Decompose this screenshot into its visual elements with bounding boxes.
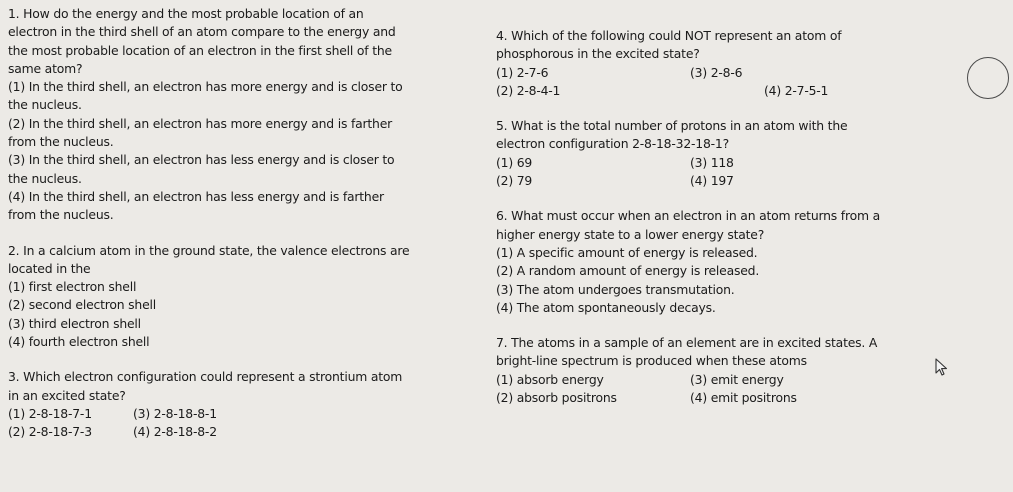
q6-choice-3[interactable]: (3) The atom undergoes transmutation. xyxy=(496,281,735,297)
spacer xyxy=(496,190,966,207)
q1-choice-1-cont: the nucleus. xyxy=(8,97,82,113)
q7-choice-2[interactable]: (2) absorb positrons xyxy=(496,390,617,406)
q6-stem-line: higher energy state to a lower energy state? xyxy=(496,226,765,242)
q5-choice-2[interactable]: (2) 79 xyxy=(496,173,533,189)
left-column xyxy=(8,5,470,442)
q3-choice-1[interactable]: (1) 2-8-18-7-1 xyxy=(8,405,92,421)
q1-choice-3[interactable]: (3) In the third shell, an electron has less energy and is closer to xyxy=(8,152,395,168)
q6-stem-line: 6. What must occur when an electron in an atom returns from a xyxy=(496,208,880,224)
q4-stem-line: 4. Which of the following could NOT represent an atom of xyxy=(496,28,842,43)
q6-choice-4[interactable]: (4) The atom spontaneously decays. xyxy=(496,299,716,315)
spacer xyxy=(8,351,470,368)
q3-stem-line: in an excited state? xyxy=(8,387,126,403)
q1-choice-4[interactable]: (4) In the third shell, an electron has less energy and is farther xyxy=(8,188,384,204)
q3-choice-row xyxy=(8,405,470,423)
q1-stem-line: 1. How do the energy and the most probable location of an xyxy=(8,6,364,21)
q7-choice-row xyxy=(496,389,966,407)
q1-choice-1[interactable]: (1) In the third shell, an electron has more energy and is closer to xyxy=(8,79,403,95)
q5-choice-row xyxy=(496,172,966,190)
q5-stem-line: 5. What is the total number of protons in an atom with the xyxy=(496,118,848,134)
q2-choice-2[interactable]: (2) second electron shell xyxy=(8,297,156,313)
q4-choice-2[interactable]: (2) 2-8-4-1 xyxy=(496,82,561,98)
q7-stem-line: bright-line spectrum is produced when these atoms xyxy=(496,353,807,369)
q3-stem-line: 3. Which electron configuration could represent a strontium atom xyxy=(8,369,403,385)
q5-choice-1[interactable]: (1) 69 xyxy=(496,154,533,170)
q3-choice-3[interactable]: (3) 2-8-18-8-1 xyxy=(133,405,217,421)
spacer xyxy=(496,317,966,334)
question-2 xyxy=(8,242,470,352)
q4-choice-row xyxy=(496,64,966,82)
q7-choice-1[interactable]: (1) absorb energy xyxy=(496,371,604,387)
question-6 xyxy=(496,207,966,317)
question-3 xyxy=(8,368,470,441)
q3-choice-4[interactable]: (4) 2-8-18-8-2 xyxy=(133,424,217,440)
q1-stem-line: the most probable location of an electron in the first shell of the xyxy=(8,42,392,58)
spacer xyxy=(496,100,966,117)
question-7 xyxy=(496,334,966,407)
q7-stem-line: 7. The atoms in a sample of an element are in excited states. A xyxy=(496,335,878,351)
q4-choice-4[interactable]: (4) 2-7-5-1 xyxy=(764,82,829,98)
q3-choice-row xyxy=(8,423,470,441)
q5-choice-row xyxy=(496,154,966,172)
q4-choice-row xyxy=(496,82,966,100)
q4-stem-line: phosphorous in the excited state? xyxy=(496,46,700,62)
q6-choice-1[interactable]: (1) A specific amount of energy is released. xyxy=(496,244,758,260)
question-5 xyxy=(496,117,966,190)
q7-choice-3[interactable]: (3) emit energy xyxy=(690,371,784,387)
q2-choice-4[interactable]: (4) fourth electron shell xyxy=(8,334,150,350)
q1-choice-2[interactable]: (2) In the third shell, an electron has more energy and is farther xyxy=(8,115,393,131)
q5-choice-4[interactable]: (4) 197 xyxy=(690,173,734,189)
q6-choice-2[interactable]: (2) A random amount of energy is released. xyxy=(496,263,760,279)
q1-choice-3-cont: the nucleus. xyxy=(8,170,82,186)
q4-choice-1[interactable]: (1) 2-7-6 xyxy=(496,64,549,80)
q1-stem-line: electron in the third shell of an atom compare to the energy and xyxy=(8,24,396,40)
q5-choice-3[interactable]: (3) 118 xyxy=(690,154,734,170)
question-1 xyxy=(8,5,470,225)
mouse-pointer-icon xyxy=(935,358,951,382)
q2-choice-3[interactable]: (3) third electron shell xyxy=(8,315,141,331)
q3-choice-2[interactable]: (2) 2-8-18-7-3 xyxy=(8,424,92,440)
q2-choice-1[interactable]: (1) first electron shell xyxy=(8,279,137,295)
q7-choice-row xyxy=(496,371,966,389)
right-column xyxy=(496,27,966,407)
q7-choice-4[interactable]: (4) emit positrons xyxy=(690,390,797,406)
q4-choice-3[interactable]: (3) 2-8-6 xyxy=(690,64,743,80)
q1-stem-line: same atom? xyxy=(8,60,83,76)
q2-stem-line: 2. In a calcium atom in the ground state, the valence electrons are xyxy=(8,242,410,258)
q1-choice-2-cont: from the nucleus. xyxy=(8,134,114,150)
question-4 xyxy=(496,27,966,100)
answer-circle[interactable] xyxy=(967,57,1009,99)
q5-stem-line: electron configuration 2-8-18-32-18-1? xyxy=(496,136,729,152)
q1-choice-4-cont: from the nucleus. xyxy=(8,207,114,223)
q2-stem-line: located in the xyxy=(8,260,91,276)
spacer xyxy=(8,225,470,242)
